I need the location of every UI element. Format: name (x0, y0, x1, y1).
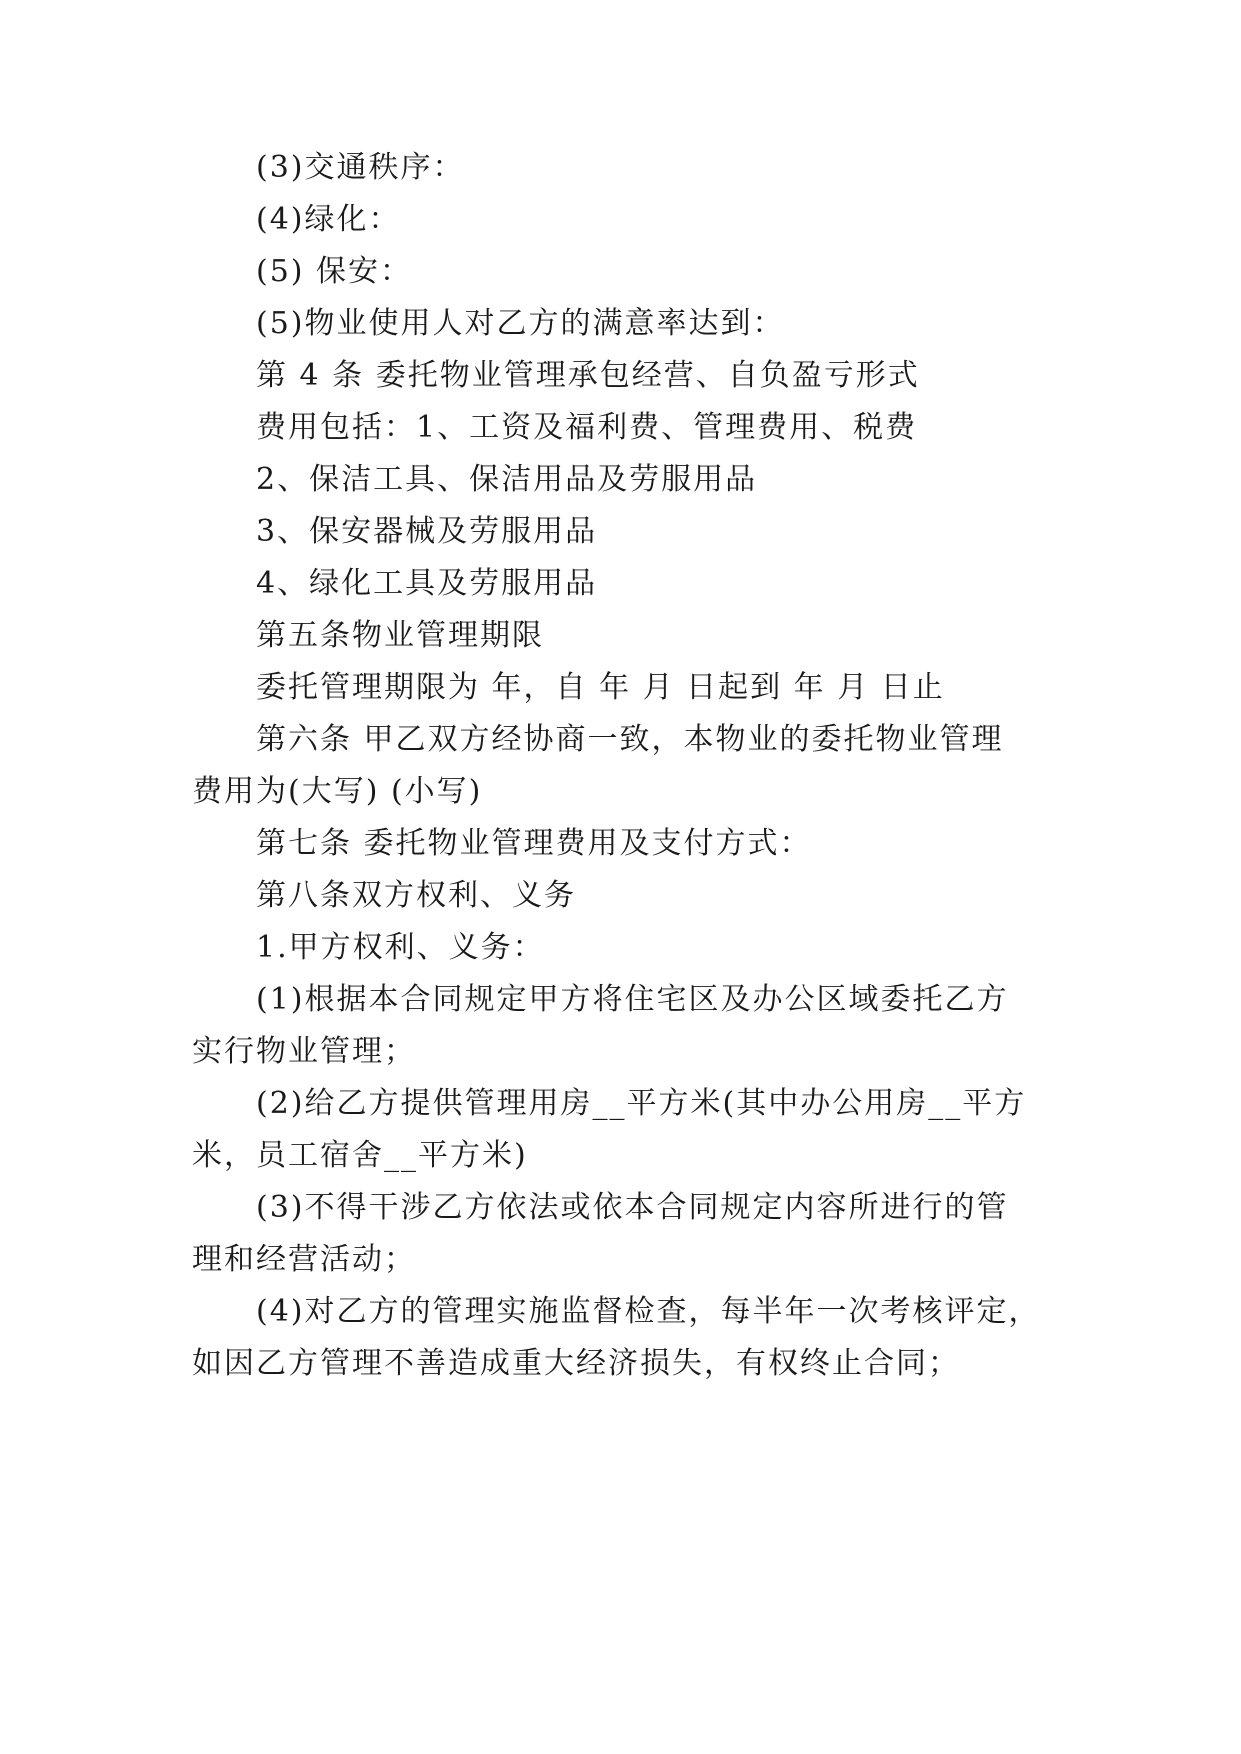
text-line: 费用包括：1、工资及福利费、管理费用、税费 (256, 410, 918, 445)
text-line: (4)对乙方的管理实施监督检查，每半年一次考核评定， (256, 1294, 1041, 1329)
text-line: 第八条双方权利、义务 (256, 878, 576, 913)
text-line: 米，员工宿舍__平方米) (192, 1138, 528, 1173)
text-line: 1.甲方权利、义务： (256, 930, 545, 965)
text-line: 第五条物业管理期限 (256, 618, 544, 653)
text-line: 第六条 甲乙双方经协商一致，本物业的委托物业管理 (256, 722, 1004, 757)
text-line: (3)不得干涉乙方依法或依本合同规定内容所进行的管 (256, 1190, 1009, 1225)
text-line: (5) 保安： (256, 254, 413, 289)
text-line: 委托管理期限为 年，自 年 月 日起到 年 月 日止 (256, 670, 945, 705)
text-line: (1)根据本合同规定甲方将住宅区及办公区域委托乙方 (256, 982, 1009, 1017)
text-line: (5)物业使用人对乙方的满意率达到： (256, 306, 785, 341)
text-line: 3、保安器械及劳服用品 (256, 514, 598, 549)
text-line: 第 4 条 委托物业管理承包经营、自负盈亏形式 (256, 358, 920, 393)
text-line: 第七条 委托物业管理费用及支付方式： (256, 826, 812, 861)
text-line: 实行物业管理； (192, 1034, 416, 1069)
text-line: 费用为(大写) (小写) (192, 774, 483, 809)
text-line: 如因乙方管理不善造成重大经济损失，有权终止合同； (192, 1346, 960, 1381)
text-line: (2)给乙方提供管理用房__平方米(其中办公用房__平方 (256, 1086, 1027, 1121)
text-line: 理和经营活动； (192, 1242, 416, 1277)
text-line: 2、保洁工具、保洁用品及劳服用品 (256, 462, 758, 497)
text-line: (3)交通秩序： (256, 150, 465, 185)
text-line: 4、绿化工具及劳服用品 (256, 566, 598, 601)
text-line: (4)绿化： (256, 202, 401, 237)
